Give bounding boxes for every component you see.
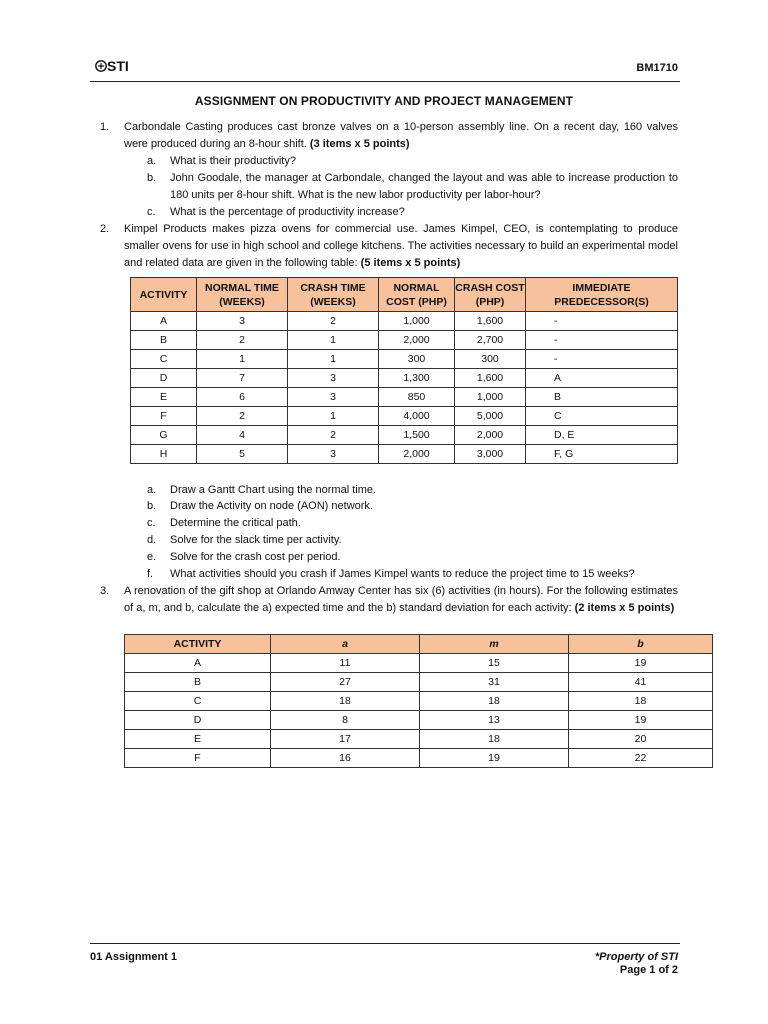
table-cell: 1 — [197, 350, 288, 369]
table-cell: 5,000 — [455, 407, 526, 426]
question-2-item-d — [147, 532, 678, 549]
table-cell: 18 — [569, 692, 713, 711]
question-1-item-b — [147, 170, 678, 204]
item-text: John Goodale, the manager at Carbondale, changed the layout and was able to increase production to 180 units per 8-hour shift. What is the new labor productivity per labor-hour? — [170, 172, 678, 201]
table-row — [131, 369, 678, 388]
table-cell: 1,000 — [379, 312, 455, 331]
table-cell: 2,000 — [379, 445, 455, 464]
table-cell: 3 — [288, 445, 379, 464]
footer-info — [595, 951, 678, 977]
footer-rule — [90, 943, 680, 944]
table-header: CRASH TIME (WEEKS) — [288, 278, 379, 312]
table-cell: 850 — [379, 388, 455, 407]
table-header: ACTIVITY — [131, 278, 197, 312]
table-cell: 300 — [455, 350, 526, 369]
item-text: What is their productivity? — [170, 155, 296, 167]
pert-estimates-table — [124, 634, 713, 768]
table-cell: A — [125, 654, 271, 673]
table-cell: - — [526, 331, 678, 350]
table-cell: 8 — [271, 711, 420, 730]
question-2-item-c — [147, 515, 678, 532]
item-letter: f. — [147, 568, 154, 580]
question-number: 1. — [100, 121, 110, 133]
table-cell: 3 — [288, 388, 379, 407]
question-points: (3 items x 5 points) — [309, 138, 410, 150]
item-text: What is the percentage of productivity increase? — [170, 206, 405, 218]
document-code: BM1710 — [636, 62, 678, 74]
table-cell: D — [125, 711, 271, 730]
table-cell: 2 — [288, 312, 379, 331]
table-row — [125, 654, 713, 673]
table-header: b — [569, 635, 713, 654]
question-number: 2. — [100, 223, 110, 235]
table-row — [125, 749, 713, 768]
question-text: Kimpel Products makes pizza ovens for commercial use. James Kimpel, CEO, is contemplating to produce smaller ovens for use in high school and college kitchens. The activities necessary to build an experimental model and related data are given in the following table: — [124, 223, 678, 269]
table-row — [131, 350, 678, 369]
item-text: What activities should you crash if James Kimpel wants to reduce the project time to 15 weeks? — [170, 568, 635, 580]
page-title: ASSIGNMENT ON PRODUCTIVITY AND PROJECT MANAGEMENT — [194, 94, 574, 108]
item-text: Determine the critical path. — [170, 517, 301, 529]
table-cell: 300 — [379, 350, 455, 369]
footer-doc-label: 01 Assignment 1 — [90, 951, 178, 963]
table-cell: C — [125, 692, 271, 711]
table-header: ACTIVITY — [125, 635, 271, 654]
table-cell: D, E — [526, 426, 678, 445]
table-row — [125, 692, 713, 711]
item-text: Draw the Activity on node (AON) network. — [170, 500, 373, 512]
table-cell: F — [131, 407, 197, 426]
question-2-item-e — [147, 549, 678, 566]
table-cell: 4 — [197, 426, 288, 445]
table-cell: 6 — [197, 388, 288, 407]
question-1-item-a — [147, 153, 678, 170]
table-cell: 1 — [288, 331, 379, 350]
table-cell: 41 — [569, 673, 713, 692]
question-1 — [100, 119, 678, 153]
footer-page-number: Page 1 of 2 — [619, 964, 678, 976]
question-points: (5 items x 5 points) — [360, 257, 461, 269]
table-cell: 22 — [569, 749, 713, 768]
table-cell: 2,000 — [455, 426, 526, 445]
question-2-item-a — [147, 482, 678, 499]
table-cell: 2,000 — [379, 331, 455, 350]
table-header: a — [271, 635, 420, 654]
table-row — [131, 312, 678, 331]
table-cell: F, G — [526, 445, 678, 464]
table-cell: 11 — [271, 654, 420, 673]
table-cell: 31 — [420, 673, 569, 692]
table-cell: - — [526, 312, 678, 331]
header-rule — [90, 81, 680, 82]
table-cell: E — [125, 730, 271, 749]
item-text: Solve for the slack time per activity. — [170, 534, 342, 546]
question-2 — [100, 221, 678, 272]
table-cell: 1,600 — [455, 312, 526, 331]
table-cell: 17 — [271, 730, 420, 749]
item-letter: c. — [147, 517, 156, 529]
table-row — [131, 407, 678, 426]
question-text: A renovation of the gift shop at Orlando Amway Center has six (6) activities (in hours). For the following estimates of a, m, and b, calculate the a) expected time and the b) standard deviation for each activity: — [124, 585, 678, 614]
table-cell: C — [131, 350, 197, 369]
table-header: NORMAL COST (PHP) — [379, 278, 455, 312]
question-3 — [100, 583, 678, 617]
table-cell: H — [131, 445, 197, 464]
question-points: (2 items x 5 points) — [574, 602, 675, 614]
table-cell: 16 — [271, 749, 420, 768]
table-cell: 19 — [569, 654, 713, 673]
table-row — [125, 711, 713, 730]
table-cell: A — [131, 312, 197, 331]
table-row — [131, 388, 678, 407]
table-cell: F — [125, 749, 271, 768]
item-text: Solve for the crash cost per period. — [170, 551, 341, 563]
table-cell: 19 — [420, 749, 569, 768]
table-row — [131, 445, 678, 464]
svg-text:STI: STI — [107, 58, 129, 74]
table-cell: 1,500 — [379, 426, 455, 445]
table-cell: 15 — [420, 654, 569, 673]
table-cell: 1,300 — [379, 369, 455, 388]
table-row — [125, 673, 713, 692]
table-cell: 2,700 — [455, 331, 526, 350]
table-cell: 5 — [197, 445, 288, 464]
table-cell: 20 — [569, 730, 713, 749]
table-cell: 3 — [197, 312, 288, 331]
table-cell: 1 — [288, 407, 379, 426]
table-cell: - — [526, 350, 678, 369]
table-cell: 1 — [288, 350, 379, 369]
table-cell: 2 — [197, 407, 288, 426]
table-cell: 3,000 — [455, 445, 526, 464]
table-header: NORMAL TIME (WEEKS) — [197, 278, 288, 312]
table-cell: 18 — [271, 692, 420, 711]
table-cell: 2 — [288, 426, 379, 445]
activity-cost-table — [130, 277, 678, 464]
question-2-item-b — [147, 498, 678, 515]
table-cell: A — [526, 369, 678, 388]
question-2-item-f — [147, 566, 678, 583]
table-cell: 1,600 — [455, 369, 526, 388]
table-cell: 18 — [420, 692, 569, 711]
item-letter: d. — [147, 534, 157, 546]
question-1-item-c — [147, 204, 678, 221]
table-cell: B — [125, 673, 271, 692]
table-cell: 3 — [288, 369, 379, 388]
item-letter: a. — [147, 484, 157, 496]
question-number: 3. — [100, 585, 110, 597]
table-cell: 18 — [420, 730, 569, 749]
sti-logo — [95, 56, 135, 76]
table-cell: 2 — [197, 331, 288, 350]
table-row — [125, 730, 713, 749]
table-row — [131, 331, 678, 350]
item-letter: b. — [147, 172, 157, 184]
table-cell: 19 — [569, 711, 713, 730]
sti-logo-icon — [95, 57, 135, 75]
footer-property: *Property of STI — [594, 951, 678, 963]
table-cell: 7 — [197, 369, 288, 388]
table-cell: 13 — [420, 711, 569, 730]
item-letter: b. — [147, 500, 157, 512]
table-header: m — [420, 635, 569, 654]
table-row — [131, 426, 678, 445]
table-cell: C — [526, 407, 678, 426]
table-cell: B — [131, 331, 197, 350]
item-letter: a. — [147, 155, 157, 167]
item-letter: c. — [147, 206, 156, 218]
table-header: IMMEDIATE PREDECESSOR(S) — [526, 278, 678, 312]
table-cell: 1,000 — [455, 388, 526, 407]
item-text: Draw a Gantt Chart using the normal time. — [170, 484, 377, 496]
table-cell: G — [131, 426, 197, 445]
table-cell: 4,000 — [379, 407, 455, 426]
table-header: CRASH COST (PHP) — [455, 278, 526, 312]
table-cell: E — [131, 388, 197, 407]
item-letter: e. — [147, 551, 157, 563]
table-cell: 27 — [271, 673, 420, 692]
table-cell: B — [526, 388, 678, 407]
table-cell: D — [131, 369, 197, 388]
question-text: Carbondale Casting produces cast bronze valves on a 10-person assembly line. On a recent day, 160 valves were produced during an 8-hour shift. — [124, 121, 678, 150]
